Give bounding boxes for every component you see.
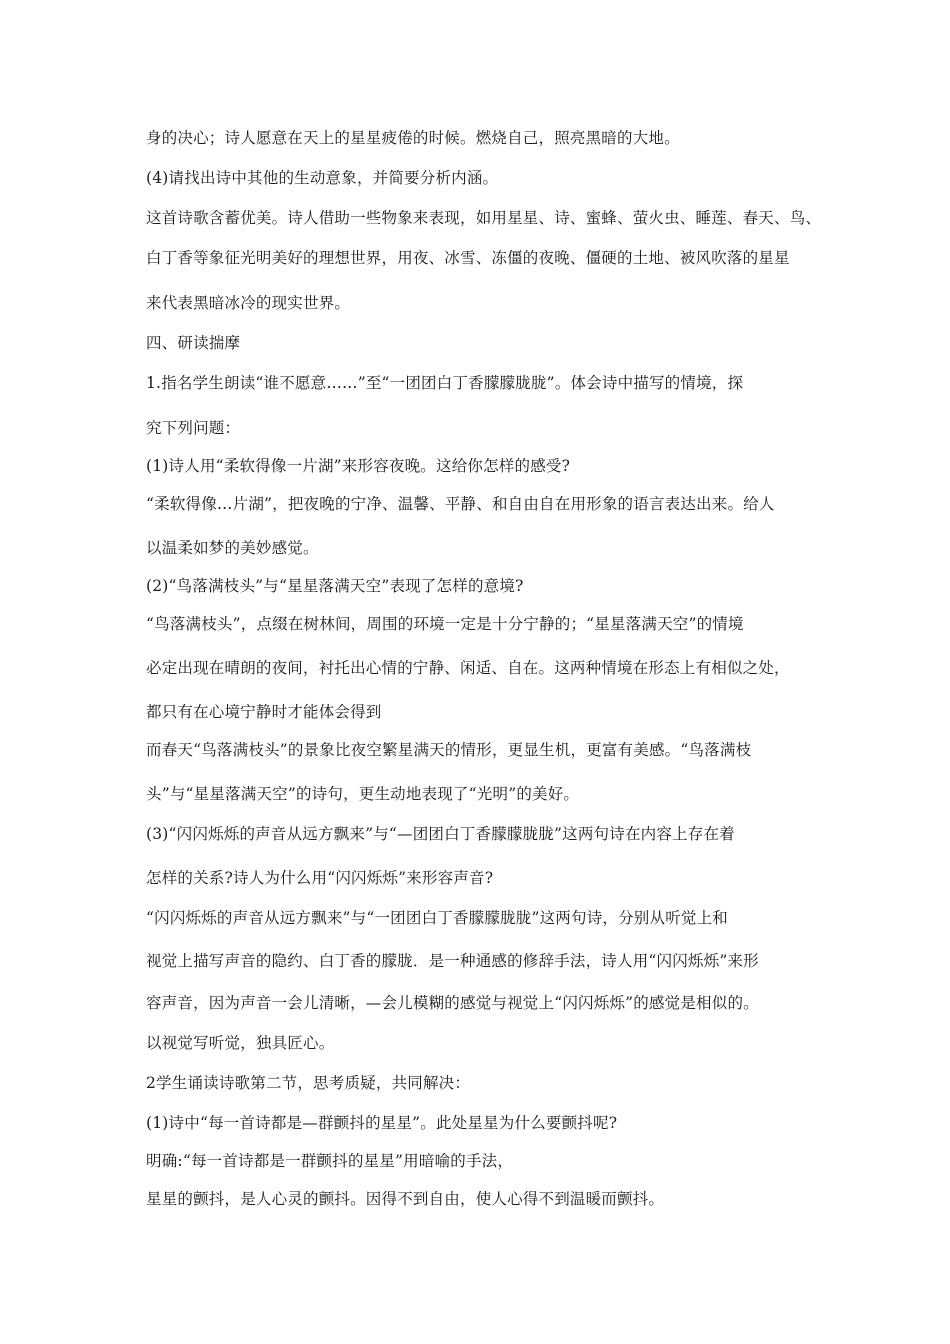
question-line: (3)“闪闪烁烁的声音从远方飘来”与“—团团白丁香朦朦胧胧”这两句诗在内容上存在着 xyxy=(146,825,735,843)
text-line: 都只有在心境宁静时才能体会得到 xyxy=(146,703,382,721)
text-line: 必定出现在晴朗的夜间，衬托出心情的宁静、闲适、自在。这两种情境在形态上有相似之处， xyxy=(146,659,790,677)
text-line: 视觉上描写声音的隐约、白丁香的朦胧．是一种通感的修辞手法，诗人用“闪闪烁烁”来形 xyxy=(146,952,759,970)
text-line: 以温柔如梦的美妙感觉。 xyxy=(146,539,319,557)
text-line: 星星的颤抖，是人心灵的颤抖。因得不到自由，使人心得不到温暖而颤抖。 xyxy=(146,1190,665,1208)
text-line: 2学生诵读诗歌第二节，思考质疑，共同解决： xyxy=(146,1074,471,1092)
text-line: 头”与“星星落满天空”的诗句，更生动地表现了“光明”的美好。 xyxy=(146,785,580,803)
text-line: 以视觉写听觉，独具匠心。 xyxy=(146,1034,335,1052)
text-line: 而春天“鸟落满枝头”的景象比夜空繁星满天的情形，更显生机，更富有美感。“鸟落满枝 xyxy=(146,741,752,759)
text-line: 怎样的关系?诗人为什么用“闪闪烁烁”来形容声音? xyxy=(146,869,494,887)
text-line: 容声音，因为声音一会儿清晰，—会儿模糊的感觉与视觉上“闪闪烁烁”的感觉是相似的。 xyxy=(146,994,759,1012)
text-line: 来代表黑暗冰冷的现实世界。 xyxy=(146,294,351,312)
section-heading: 四、研读揣摩 xyxy=(146,334,241,352)
text-line: (4)请找出诗中其他的生动意象，并简要分析内涵。 xyxy=(146,169,499,187)
text-line: 白丁香等象征光明美好的理想世界，用夜、冰雪、冻僵的夜晚、僵硬的土地、被风吹落的星星 xyxy=(146,249,790,267)
text-line: 明确:“每一首诗都是一群颤抖的星星”用暗喻的手法， xyxy=(146,1152,514,1170)
question-line: (2)“鸟落满枝头”与“星星落满天空”表现了怎样的意境? xyxy=(146,577,524,595)
text-line: “柔软得像…片湖”，把夜晚的宁净、温馨、平静、和自由自在用形象的语言表达出来。给人 xyxy=(146,495,775,513)
text-line: “鸟落满枝头”，点缀在树林间，周围的环境一定是十分宁静的；“星星落满天空”的情境 xyxy=(146,615,744,633)
text-line: “闪闪烁烁的声音从远方飘来”与“一团团白丁香朦朦胧胧”这两句诗，分别从听觉上和 xyxy=(146,909,728,927)
text-line: 这首诗歌含蓄优美。诗人借助一些物象来表现，如用星星、诗、蜜蜂、萤火虫、睡莲、春天、鸟、 xyxy=(146,209,822,227)
question-line: (1)诗中“每一首诗都是—群颤抖的星星”。此处星星为什么要颤抖呢? xyxy=(146,1114,618,1132)
text-line: 1.指名学生朗读“谁不愿意……”至“一团团白丁香朦朦胧胧”。体会诗中描写的情境，探 xyxy=(146,374,744,392)
text-line: 身的决心；诗人愿意在天上的星星疲倦的时候。燃烧自己，照亮黑暗的大地。 xyxy=(146,129,680,147)
text-line: 究下列问题： xyxy=(146,419,241,437)
question-line: (1)诗人用“柔软得像一片湖”来形容夜晚。这给你怎样的感受? xyxy=(146,457,571,475)
